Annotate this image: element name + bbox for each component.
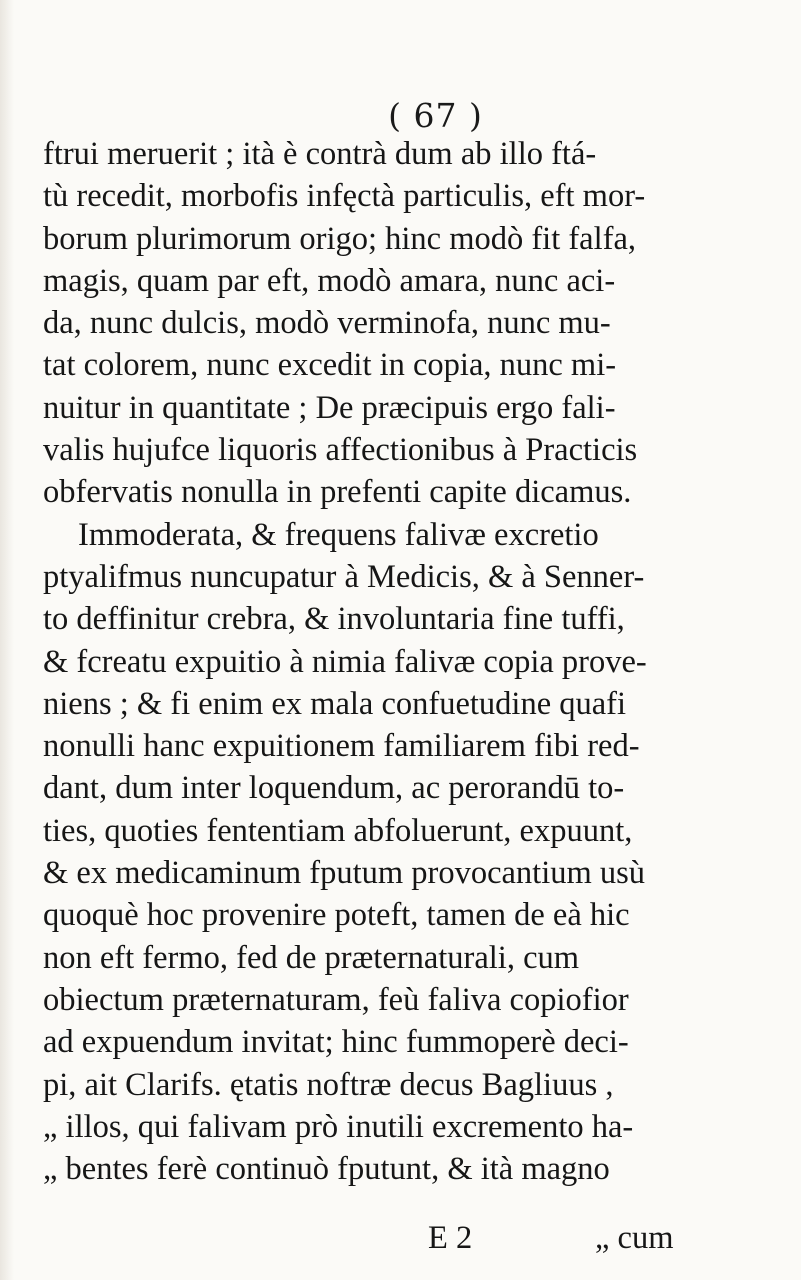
text-line: to deffinitur crebra, & involuntaria fine tuffi, [43,601,625,638]
text-line: ad expuendum invitat; hinc fummoperè deci- [43,1024,629,1061]
text-line: & fcreatu expuitio à nimia falivæ copia prove- [43,643,647,680]
page-number: ( 67 ) [388,96,483,135]
text-line: ftrui meruerit ; ità è contrà dum ab illo ftá- [43,136,597,172]
text-line: borum plurimorum origo; hinc modò fit falfa, [43,220,637,257]
text-line: dant, dum inter loquendum, ac perorandū to- [43,770,625,807]
text-line: magis, quam par eft, modò amara, nunc aci- [43,262,616,299]
text-line: non eft fermo, fed de præternaturali, cum [43,939,580,976]
text-line: niens ; & fi enim ex mala confuetudine quafi [43,685,627,722]
text-line: „ bentes ferè continuò fputunt, & ità magno [43,1151,610,1188]
text-line: nonulli hanc expuitionem familiarem fibi red- [43,728,640,765]
signature-mark: E 2 [428,1220,473,1256]
page-gutter-shadow [0,0,14,1280]
text-line: ties, quoties fententiam abfoluerunt, expuunt, [43,812,633,849]
text-line: ptyalifmus nuncupatur à Medicis, & à Senner- [43,558,645,595]
text-line: pi, ait Clarifs. ętatis noftræ decus Bagliuus , [43,1066,614,1103]
text-line-indented: Immoderata, & frequens falivæ excretio [78,516,599,553]
text-line: quoquè hoc provenire poteft, tamen de eà hic [43,897,630,934]
text-line: & ex medicaminum fputum provocantium usù [43,855,646,892]
catchword: „ cum [595,1220,674,1256]
text-line: tù recedit, morbofis infęctà particulis, eft mor- [43,178,646,215]
text-line: tat colorem, nunc excedit in copia, nunc mi- [43,347,617,384]
text-line: obfervatis nonulla in prefenti capite dicamus. [43,474,632,511]
text-line: valis hujufce liquoris affectionibus à Practicis [43,432,638,469]
text-line: nuitur in quantitate ; De præcipuis ergo fali- [43,389,616,426]
text-line: da, nunc dulcis, modò verminofa, nunc mu- [43,305,611,342]
body-text [43,133,773,1190]
text-line: obiectum præternaturam, feù faliva copiofior [43,981,629,1018]
text-line: „ illos, qui falivam prò inutili excremento ha- [43,1108,634,1145]
